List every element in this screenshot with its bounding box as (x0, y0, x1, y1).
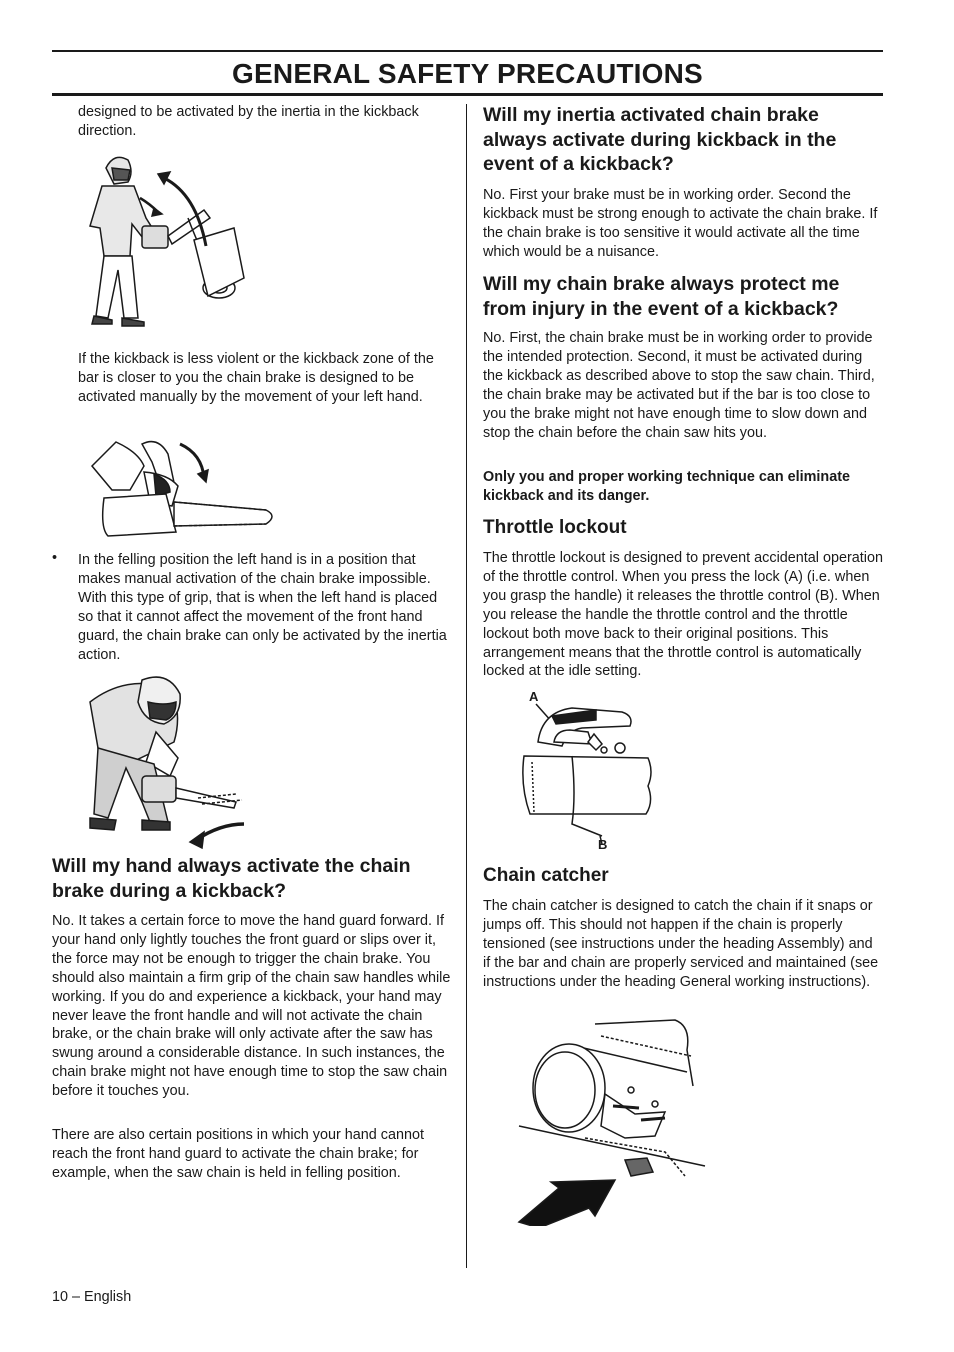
throttle-lockout-heading: Throttle lockout (483, 517, 627, 538)
column-divider (466, 104, 467, 1268)
hand-activation-paragraph-2: There are also certain positions in which your hand cannot reach the front hand guard to activate the chain brake; for example, when the saw chain is held in felling position. (52, 1127, 424, 1181)
label-b: B (598, 837, 608, 852)
felling-position-illustration (86, 672, 248, 850)
chain-catcher-illustration (515, 1016, 710, 1226)
kickback-warning-text: Only you and proper working technique can eliminate kickback and its danger. (483, 469, 851, 504)
throttle-lockout-paragraph: The throttle lockout is designed to prevent accidental operation of the throttle control. When you press the lock (A) (i.e. when you grasp the handle) it releases the throttle control (B). When you release the handle the throttle control and the throttle lockout both move back to their original positions. This arrangement means that the throttle control is automatically locked at the idle setting. (483, 550, 883, 680)
chain-catcher-paragraph: The chain catcher is designed to catch the chain if it snaps or jumps off. This should not happen if the chain is properly tensioned (see instructions under the heading Assembly) and if the bar and chain are properly serviced and maintained (see instructions under the heading General working instructions). (483, 898, 879, 990)
page-title: GENERAL SAFETY PRECAUTIONS (232, 58, 703, 89)
hand-activation-paragraph-1: No. It takes a certain force to move the hand guard forward. If your hand only lightly touches the front guard or slips over it, the force may not be enough to trigger the chain brake. You should also maintain a firm grip of the chain saw handles while working. If you do and experience a kickback, your hand may never leave the front handle and will not activate the chain brake, or the chain brake will only activate after the saw has swung around a considerable distance. In such instances, the chain brake might not have enough time to stop the saw chain before it touches you. (52, 913, 451, 1100)
brake-protection-heading: Will my chain brake always protect me from injury in the event of a kickback? (483, 273, 840, 320)
felling-bullet-text: In the felling position the left hand is in a position that makes manual activation of the chain brake impossible. With this type of grip, that is when the left hand is placed so that it cannot affect the movement of the front hand guard, the chain brake can only be activated by the inertia action. (78, 552, 447, 663)
intro-continued-text: designed to be activated by the inertia in the kickback direction. (78, 104, 419, 139)
header-bottom-rule (52, 93, 883, 96)
hand-activation-heading: Will my hand always activate the chain brake during a kickback? (52, 855, 411, 902)
brake-protection-paragraph: No. First, the chain brake must be in working order to provide the intended protection. Second, it must be activated during the kickback as described above to stop the saw chain. Third, the chain brake may be activated but if the bar is too close to you the brake might not have enough time to slow down and stop the chain before the chain saw hits you. (483, 330, 875, 441)
kickback-inertia-illustration (84, 148, 254, 338)
header-top-rule (52, 50, 883, 52)
page-footer: 10 – English (52, 1289, 132, 1305)
inertia-brake-paragraph: No. First your brake must be in working order. Second the kickback must be strong enough to activate the chain brake. If the chain brake is too sensitive it would activate all the time which would be a nuisance. (483, 187, 878, 260)
manual-activation-text: If the kickback is less violent or the kickback zone of the bar is closer to you the chain brake is designed to be activated manually by the movement of your left hand. (78, 351, 434, 405)
chain-catcher-heading: Chain catcher (483, 865, 609, 886)
bullet-marker: • (52, 550, 58, 566)
label-a: A (529, 689, 539, 704)
throttle-lockout-illustration (512, 686, 662, 856)
inertia-brake-heading: Will my inertia activated chain brake always activate during kickback in the event of a kickback? (483, 104, 837, 175)
manual-activation-illustration (86, 432, 281, 542)
